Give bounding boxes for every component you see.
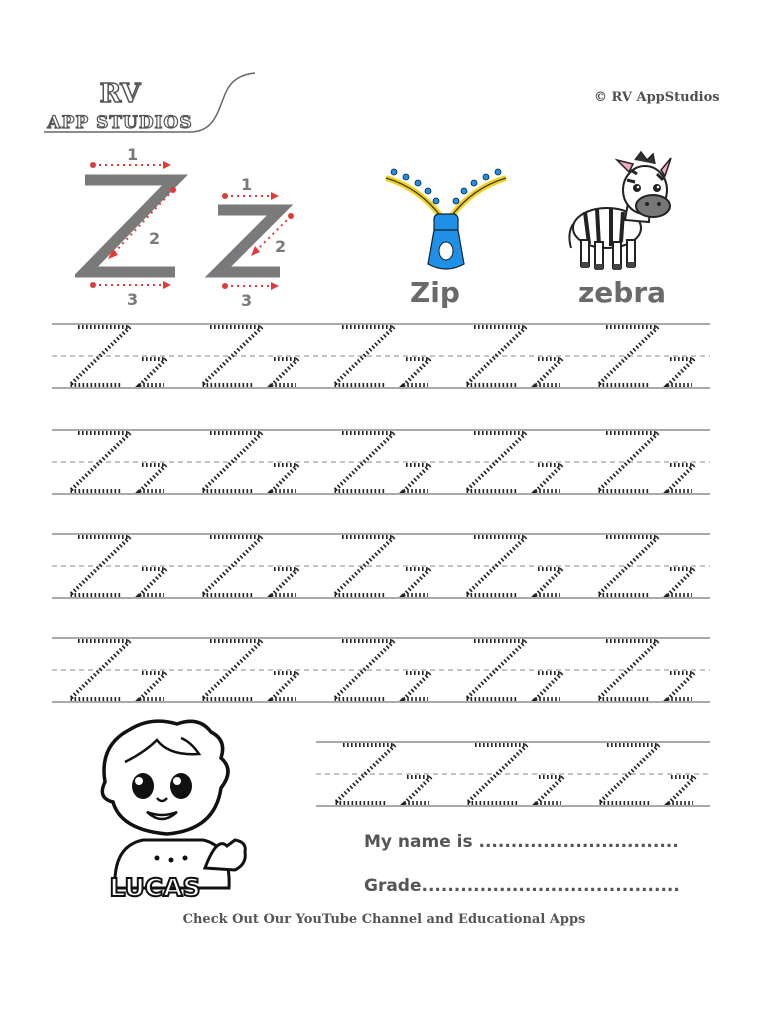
logo-app-studios: APP STUDIOS <box>47 113 193 133</box>
lower-step-1: 1 <box>241 175 253 194</box>
upper-step-3: 3 <box>127 290 139 309</box>
upper-step-2: 2 <box>149 229 161 248</box>
traced-lowercase-z <box>404 673 430 699</box>
zip-label: Zip <box>410 276 460 309</box>
lucas-mascot <box>95 718 255 903</box>
upper-step-1: 1 <box>127 145 139 164</box>
traced-lowercase-z <box>668 673 694 699</box>
traced-lowercase-z <box>668 465 694 491</box>
traced-lowercase-z <box>272 673 298 699</box>
copyright-text: © RV AppStudios <box>594 90 720 105</box>
traced-lowercase-z <box>272 359 298 385</box>
traced-lowercase-z <box>536 465 562 491</box>
traced-lowercase-z <box>537 777 563 803</box>
traced-lowercase-z <box>669 777 695 803</box>
traced-lowercase-z <box>404 465 430 491</box>
traced-lowercase-z <box>405 777 431 803</box>
traced-lowercase-z <box>140 359 166 385</box>
traced-lowercase-z <box>404 359 430 385</box>
traced-lowercase-z <box>668 569 694 595</box>
traced-lowercase-z <box>272 465 298 491</box>
grade-field-label: Grade........................................ <box>364 876 680 896</box>
lower-step-2: 2 <box>275 237 287 256</box>
traced-lowercase-z <box>668 359 694 385</box>
footer-text: Check Out Our YouTube Channel and Educational Apps <box>182 912 586 927</box>
traced-lowercase-z <box>536 569 562 595</box>
logo-rv: RV <box>99 79 141 109</box>
zebra-label: zebra <box>578 276 667 309</box>
traced-lowercase-z <box>272 569 298 595</box>
traced-lowercase-z <box>140 569 166 595</box>
traced-lowercase-z <box>536 673 562 699</box>
traced-lowercase-z <box>140 673 166 699</box>
lower-step-3: 3 <box>241 291 253 310</box>
mascot-name: LUCAS <box>109 873 201 902</box>
traced-lowercase-z <box>536 359 562 385</box>
name-field-label: My name is ............................... <box>364 832 679 852</box>
traced-lowercase-z <box>140 465 166 491</box>
traced-lowercase-z <box>404 569 430 595</box>
